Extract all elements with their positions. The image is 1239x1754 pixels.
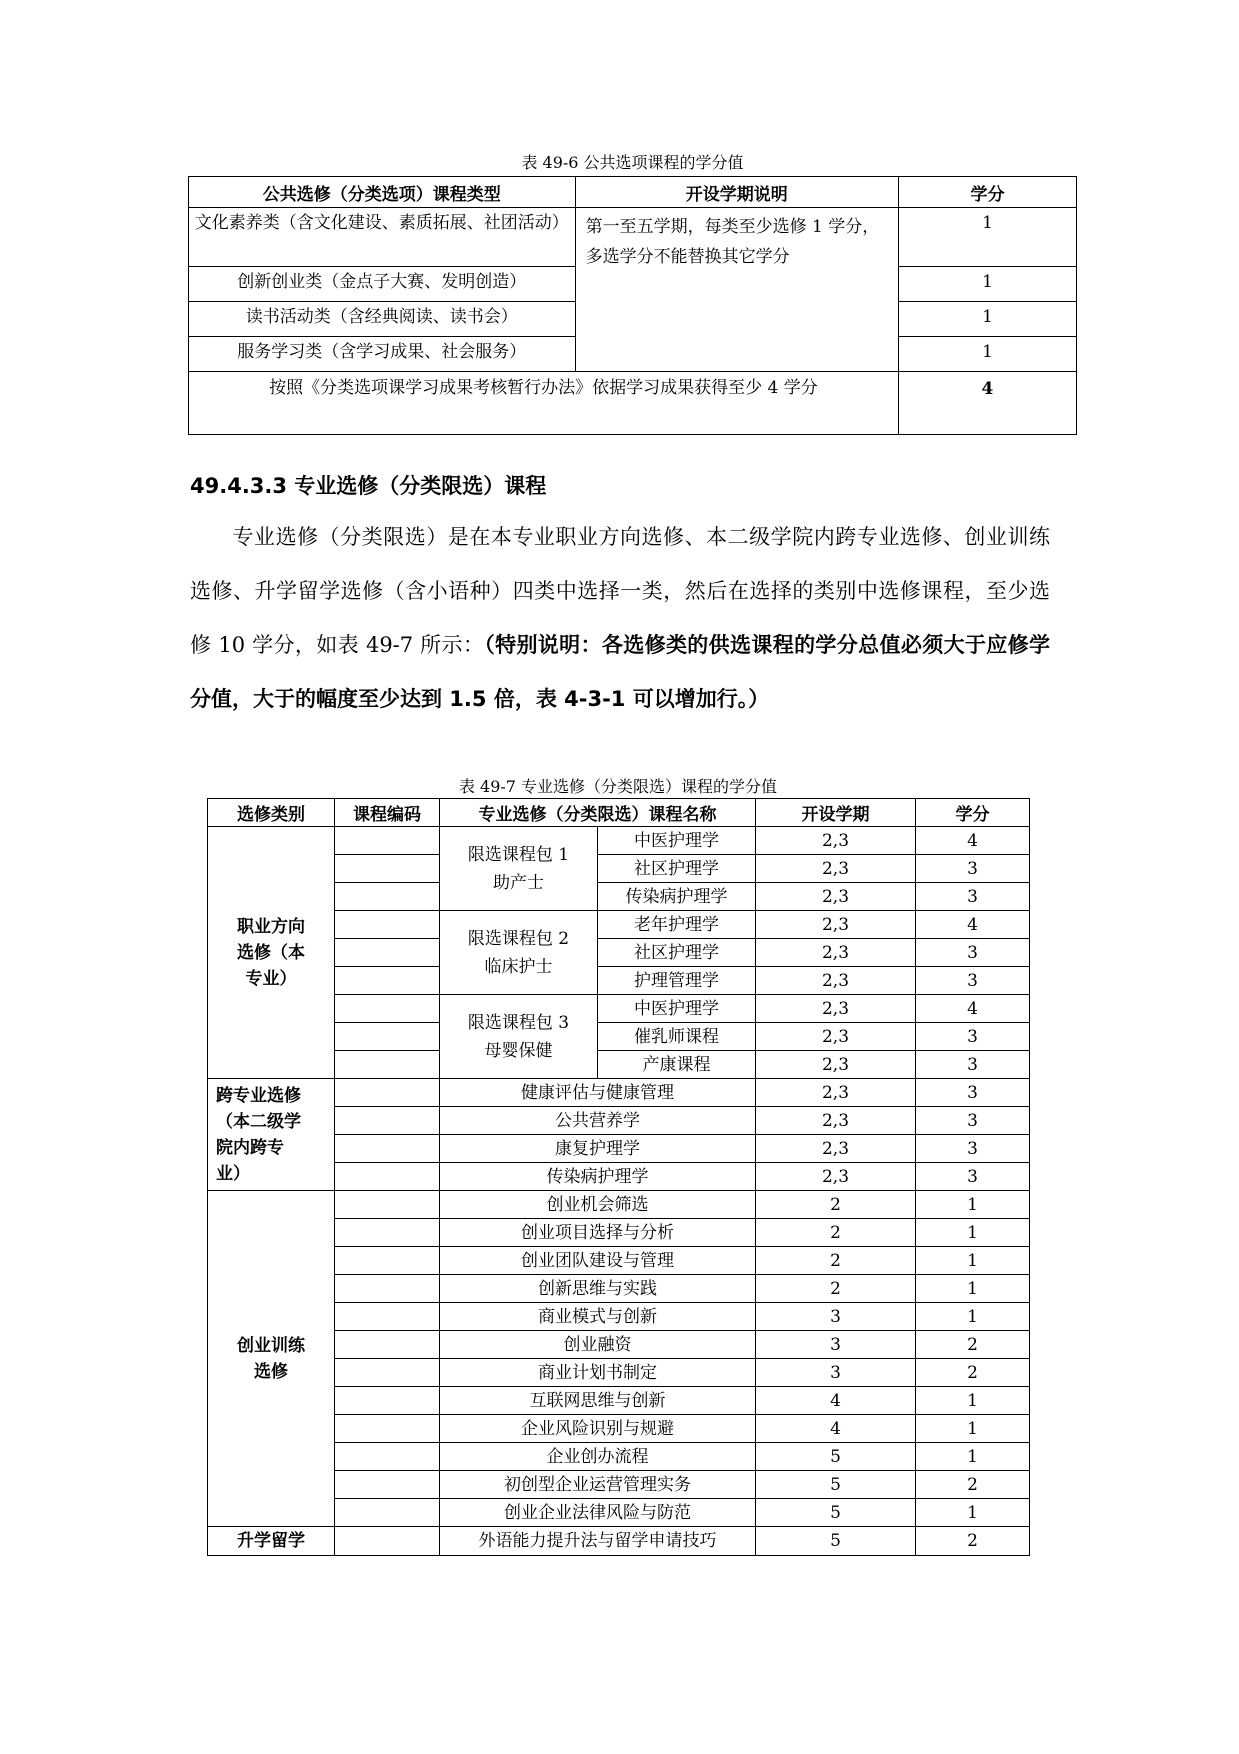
course-code-cell xyxy=(335,1275,440,1303)
term-cell: 3 xyxy=(756,1331,916,1359)
term-cell: 2 xyxy=(756,1219,916,1247)
course-name-cell: 老年护理学 xyxy=(598,911,756,939)
course-code-cell xyxy=(335,1471,440,1499)
term-cell: 2,3 xyxy=(756,855,916,883)
course-name-cell: 创业融资 xyxy=(440,1331,756,1359)
course-name-cell: 初创型企业运营管理实务 xyxy=(440,1471,756,1499)
course-type-cell: 读书活动类（含经典阅读、读书会） xyxy=(189,302,576,337)
credit-cell: 3 xyxy=(916,1107,1030,1135)
term-cell: 2 xyxy=(756,1247,916,1275)
term-cell: 2 xyxy=(756,1191,916,1219)
course-type-cell: 创新创业类（金点子大赛、发明创造） xyxy=(189,267,576,302)
credit-cell: 3 xyxy=(916,967,1030,995)
semester-note-cell: 第一至五学期，每类至少选修 1 学分，多选学分不能替换其它学分 xyxy=(575,208,898,372)
course-name-cell: 创业项目选择与分析 xyxy=(440,1219,756,1247)
course-code-cell xyxy=(335,1023,440,1051)
credit-cell: 3 xyxy=(916,1163,1030,1191)
term-cell: 2,3 xyxy=(756,1023,916,1051)
course-name-cell: 中医护理学 xyxy=(598,995,756,1023)
course-code-cell xyxy=(335,1079,440,1107)
credit-cell: 4 xyxy=(916,827,1030,855)
term-cell: 4 xyxy=(756,1415,916,1443)
term-cell: 2,3 xyxy=(756,1079,916,1107)
credit-cell: 2 xyxy=(916,1471,1030,1499)
credit-cell: 1 xyxy=(898,302,1076,337)
term-cell: 2,3 xyxy=(756,883,916,911)
credit-cell: 3 xyxy=(916,883,1030,911)
course-name-cell: 创业团队建设与管理 xyxy=(440,1247,756,1275)
term-cell: 5 xyxy=(756,1471,916,1499)
course-name-cell: 互联网思维与创新 xyxy=(440,1387,756,1415)
table-row xyxy=(208,1527,1030,1556)
term-cell: 2,3 xyxy=(756,967,916,995)
credit-cell: 1 xyxy=(916,1191,1030,1219)
category-career-direction xyxy=(208,827,335,1079)
term-cell: 2,3 xyxy=(756,1135,916,1163)
course-type-cell: 服务学习类（含学习成果、社会服务） xyxy=(189,337,576,372)
course-name-cell: 护理管理学 xyxy=(598,967,756,995)
table-row xyxy=(208,1079,1030,1107)
course-code-cell xyxy=(335,855,440,883)
credit-cell: 4 xyxy=(916,911,1030,939)
term-cell: 3 xyxy=(756,1303,916,1331)
term-cell: 2,3 xyxy=(756,1051,916,1079)
credit-cell: 1 xyxy=(916,1219,1030,1247)
category-label: 创业训练选修 xyxy=(237,1335,305,1382)
course-name-cell: 创业企业法律风险与防范 xyxy=(440,1499,756,1527)
package-label: 限选课程包 2 临床护士 xyxy=(467,928,570,977)
course-name-cell: 健康评估与健康管理 xyxy=(440,1079,756,1107)
course-name-cell: 创业机会筛选 xyxy=(440,1191,756,1219)
paragraph-special-note: （特别说明：各选修类的供选课程的学分总值必须大于应修学分值，大于的幅度至少达到 1.5 倍，表 4-3-1 可以增加行。） xyxy=(190,633,1050,711)
category-study-abroad xyxy=(208,1527,335,1556)
course-name-cell: 企业创办流程 xyxy=(440,1443,756,1471)
course-name-cell: 康复护理学 xyxy=(440,1135,756,1163)
course-code-cell xyxy=(335,995,440,1023)
course-code-cell xyxy=(335,1051,440,1079)
course-name-cell: 传染病护理学 xyxy=(598,883,756,911)
course-code-cell xyxy=(335,1191,440,1219)
credit-cell: 3 xyxy=(916,1079,1030,1107)
paragraph-text: 专业选修（分类限选）是在本专业职业方向选修、本二级学院内跨专业选修、创业训练选修、升学留学选修（含小语种）四类中选择一类，然后在选择的类别中选修课程，至少选修 10 学分，如表 49-7 所示： xyxy=(190,525,1050,657)
course-code-cell xyxy=(335,939,440,967)
table-header-row xyxy=(208,799,1030,827)
credit-cell: 1 xyxy=(916,1443,1030,1471)
term-cell: 2,3 xyxy=(756,939,916,967)
course-code-cell xyxy=(335,1387,440,1415)
course-code-cell xyxy=(335,827,440,855)
course-name-cell: 中医护理学 xyxy=(598,827,756,855)
header-credit: 学分 xyxy=(898,177,1076,208)
term-cell: 2,3 xyxy=(756,827,916,855)
course-code-cell xyxy=(335,1331,440,1359)
credit-cell: 3 xyxy=(916,1135,1030,1163)
credit-cell: 3 xyxy=(916,855,1030,883)
credit-cell: 3 xyxy=(916,939,1030,967)
term-cell: 3 xyxy=(756,1359,916,1387)
course-code-cell xyxy=(335,1359,440,1387)
course-code-cell xyxy=(335,1163,440,1191)
header-course-name: 专业选修（分类限选）课程名称 xyxy=(440,799,756,827)
table-row xyxy=(189,208,1077,267)
table1-caption: 表 49-6 公共选项课程的学分值 xyxy=(521,153,744,172)
course-code-cell xyxy=(335,967,440,995)
course-code-cell xyxy=(335,1219,440,1247)
professional-elective-credit-table xyxy=(207,798,1030,1556)
credit-cell: 1 xyxy=(916,1275,1030,1303)
table-header-row xyxy=(189,177,1077,208)
course-code-cell xyxy=(335,1107,440,1135)
credit-cell: 1 xyxy=(916,1499,1030,1527)
term-cell: 2 xyxy=(756,1275,916,1303)
course-code-cell xyxy=(335,1443,440,1471)
course-name-cell: 产康课程 xyxy=(598,1051,756,1079)
credit-cell: 1 xyxy=(898,337,1076,372)
category-cross-major xyxy=(208,1079,335,1191)
course-name-cell: 创新思维与实践 xyxy=(440,1275,756,1303)
table2-caption: 表 49-7 专业选修（分类限选）课程的学分值 xyxy=(458,777,778,796)
term-cell: 4 xyxy=(756,1387,916,1415)
term-cell: 5 xyxy=(756,1443,916,1471)
credit-cell: 3 xyxy=(916,1023,1030,1051)
course-name-cell: 催乳师课程 xyxy=(598,1023,756,1051)
course-type-cell: 文化素养类（含文化建设、素质拓展、社团活动） xyxy=(189,208,576,267)
category-entrepreneurship xyxy=(208,1191,335,1527)
course-code-cell xyxy=(335,1499,440,1527)
package-1 xyxy=(440,827,598,911)
header-credit: 学分 xyxy=(916,799,1030,827)
header-category: 选修类别 xyxy=(208,799,335,827)
course-name-cell: 传染病护理学 xyxy=(440,1163,756,1191)
credit-cell: 1 xyxy=(916,1387,1030,1415)
header-term: 开设学期 xyxy=(756,799,916,827)
section-paragraph xyxy=(190,510,1050,726)
term-cell: 2,3 xyxy=(756,911,916,939)
term-cell: 5 xyxy=(756,1527,916,1556)
course-code-cell xyxy=(335,911,440,939)
credit-cell: 1 xyxy=(898,208,1076,267)
total-credit-cell: 4 xyxy=(898,372,1076,435)
course-code-cell xyxy=(335,883,440,911)
term-cell: 5 xyxy=(756,1499,916,1527)
course-name-cell: 社区护理学 xyxy=(598,939,756,967)
category-label: 跨专业选修（本二级学院内跨专业） xyxy=(216,1085,301,1184)
course-name-cell: 外语能力提升法与留学申请技巧 xyxy=(440,1527,756,1556)
credit-cell: 2 xyxy=(916,1331,1030,1359)
term-cell: 2,3 xyxy=(756,1107,916,1135)
table-total-row xyxy=(189,372,1077,435)
credit-cell: 1 xyxy=(898,267,1076,302)
package-label: 限选课程包 3 母婴保健 xyxy=(467,1012,570,1061)
table-row xyxy=(208,827,1030,855)
credit-cell: 3 xyxy=(916,1051,1030,1079)
course-name-cell: 商业计划书制定 xyxy=(440,1359,756,1387)
package-3 xyxy=(440,995,598,1079)
package-label: 限选课程包 1 助产士 xyxy=(467,844,570,893)
header-course-code: 课程编码 xyxy=(335,799,440,827)
category-label: 升学留学 xyxy=(237,1531,305,1551)
credit-cell: 1 xyxy=(916,1247,1030,1275)
credit-cell: 1 xyxy=(916,1303,1030,1331)
header-course-type: 公共选修（分类选项）课程类型 xyxy=(189,177,576,208)
term-cell: 2,3 xyxy=(756,1163,916,1191)
course-code-cell xyxy=(335,1415,440,1443)
course-code-cell xyxy=(335,1135,440,1163)
course-name-cell: 社区护理学 xyxy=(598,855,756,883)
course-code-cell xyxy=(335,1527,440,1556)
credit-cell: 2 xyxy=(916,1359,1030,1387)
public-elective-credit-table xyxy=(188,176,1077,435)
term-cell: 2,3 xyxy=(756,995,916,1023)
credit-cell: 1 xyxy=(916,1415,1030,1443)
course-code-cell xyxy=(335,1303,440,1331)
course-name-cell: 公共营养学 xyxy=(440,1107,756,1135)
course-name-cell: 商业模式与创新 xyxy=(440,1303,756,1331)
course-code-cell xyxy=(335,1247,440,1275)
course-name-cell: 企业风险识别与规避 xyxy=(440,1415,756,1443)
credit-cell: 2 xyxy=(916,1527,1030,1556)
package-2 xyxy=(440,911,598,995)
section-heading: 49.4.3.3 专业选修（分类限选）课程 xyxy=(190,474,547,498)
category-label: 职业方向选修（本专业） xyxy=(237,916,305,989)
table-row xyxy=(208,1191,1030,1219)
total-text-cell: 按照《分类选项课学习成果考核暂行办法》依据学习成果获得至少 4 学分 xyxy=(189,372,899,435)
header-semester-note: 开设学期说明 xyxy=(575,177,898,208)
credit-cell: 4 xyxy=(916,995,1030,1023)
